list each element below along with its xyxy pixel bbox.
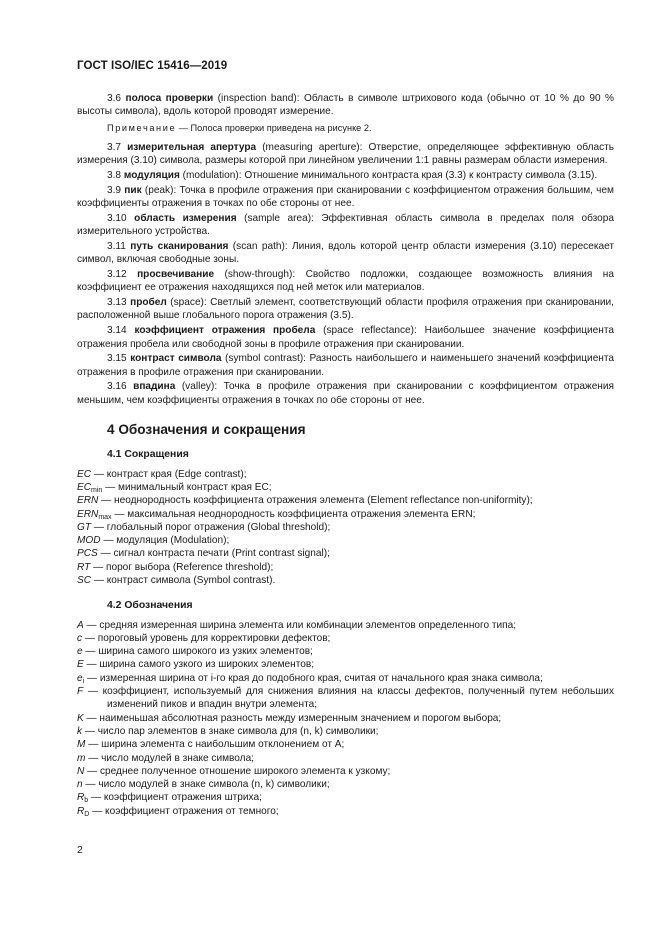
- term-text: Наибольшее значение коэффициента отражения пробела или свободной зоны в профиле отражения при сканировании.: [77, 325, 614, 350]
- subsection-heading-abbreviations: 4.1 Сокращения: [107, 449, 189, 461]
- term-english: (symbol contrast):: [225, 353, 306, 365]
- item-text: — пороговый уровень для корректировки дефектов;: [82, 632, 331, 644]
- item-subscript: min: [91, 486, 103, 494]
- term-number: 3.8: [107, 169, 122, 181]
- term-english: (sample area):: [244, 212, 314, 224]
- item-symbol: ERN: [77, 508, 99, 520]
- item-text: — средняя измеренная ширина элемента или комбинации элементов определенного типа;: [83, 619, 517, 631]
- item-symbol: m: [77, 752, 86, 764]
- symbol-item: [77, 752, 614, 765]
- item-text: — среднее полученное отношение широкого элемента к узкому;: [84, 765, 391, 777]
- term-definition: [77, 212, 614, 239]
- item-symbol: A: [77, 619, 84, 631]
- term-definition: [77, 324, 614, 351]
- item-text: — контраст края (Edge contrast);: [91, 468, 247, 480]
- term-definition: [77, 169, 614, 182]
- page-content: [77, 92, 614, 818]
- symbol-item: [77, 685, 614, 712]
- term-english: (space):: [170, 297, 207, 309]
- symbol-item: [77, 805, 614, 818]
- term-english: (measuring aperture):: [262, 141, 363, 153]
- term-name: контраст символа: [130, 353, 222, 365]
- term-name: впадина: [133, 381, 176, 393]
- term-name: просвечивание: [137, 269, 215, 281]
- item-symbol: GT: [77, 521, 92, 533]
- term-name: модуляция: [123, 169, 180, 181]
- term-text: Точка в профиле отражения при сканировании с коэффициентом отражения меньшим, чем коэффициенты отражения в точках по обе стороны от нее.: [77, 381, 614, 406]
- term-text: Отношение минимального контраста края (3.3) к контрасту символа (3.15).: [241, 169, 598, 181]
- term-number: 3.7: [107, 141, 122, 153]
- item-text: — коэффициент отражения штриха;: [88, 792, 262, 804]
- term-english: (peak):: [144, 184, 177, 196]
- term-definition: [77, 380, 614, 407]
- term-name: коэффициент отражения пробела: [134, 325, 316, 337]
- item-text: — максимальная неоднородность коэффициента отражения элемента ERN;: [111, 508, 476, 520]
- term-english: (scan path):: [232, 240, 288, 252]
- term-number: 3.16: [107, 381, 127, 393]
- item-symbol: e: [77, 646, 83, 658]
- section-heading: 4 Обозначения и сокращения: [107, 422, 306, 438]
- term-definition: [77, 296, 614, 323]
- term-name: измерительная апертура: [127, 141, 257, 153]
- term-number: 3.6: [107, 93, 122, 104]
- term-definition: [77, 141, 614, 168]
- term-definition: [77, 352, 614, 379]
- term-number: 3.13: [107, 297, 127, 309]
- term-number: 3.9: [107, 184, 122, 196]
- term-english: (show-through):: [224, 269, 296, 281]
- item-subscript: max: [98, 513, 112, 521]
- term-text: Область в символе штрихового кода (обычно от 10 % до 90 % высоты символа), вдоль которой проводят измерение.: [77, 93, 615, 118]
- term-text: Линия, вдоль которой центр области измерения (3.10) пересекает символ, включая свободные зоны.: [77, 240, 614, 266]
- item-symbol: EC: [77, 481, 92, 493]
- item-text: — глобальный порог отражения (Global threshold);: [91, 521, 331, 533]
- item-text: — число модулей в знаке символа (n, k) символики;: [82, 779, 330, 791]
- symbols-list: [77, 619, 614, 818]
- item-text: — порог выбора (Reference threshold);: [90, 561, 274, 573]
- term-number: 3.14: [107, 325, 127, 337]
- term-name: пик: [124, 184, 142, 196]
- abbreviation-item: [77, 521, 614, 534]
- abbreviation-item: [77, 481, 614, 494]
- item-symbol: RT: [77, 561, 91, 573]
- item-symbol: SC: [77, 575, 92, 586]
- item-text: — коэффициент, используемый для снижения влияния на классы дефектов, полученный путем небольших изменений пиков и впадин внутри элемента;: [83, 686, 614, 711]
- symbol-item: [77, 765, 614, 778]
- abbreviations-list: [77, 468, 614, 588]
- term-definition: [77, 240, 614, 267]
- item-symbol: EC: [77, 468, 92, 480]
- item-symbol: n: [77, 779, 83, 791]
- term-name: полоса проверки: [125, 93, 214, 104]
- item-text: — число пар элементов в знаке символа для (n, k) символики;: [82, 725, 379, 737]
- item-symbol: ERN: [77, 495, 99, 507]
- page-number: 2: [77, 844, 83, 856]
- term-english: (valley):: [181, 381, 218, 393]
- item-text: — сигнал контраста печати (Print contrast signal);: [97, 548, 330, 560]
- abbreviation-item: [77, 547, 614, 560]
- abbreviation-item: [77, 574, 614, 587]
- term-english: (inspection band):: [217, 93, 300, 104]
- abbreviation-item: [77, 508, 614, 521]
- symbol-item: [77, 672, 614, 685]
- item-symbol: MOD: [77, 535, 101, 547]
- item-text: — модуляция (Modulation);: [100, 535, 230, 547]
- term-text: Свойство подложки, создающее возможность влияния на коэффициент ее отражения находящихся под ней меток или материалов.: [77, 269, 614, 294]
- term-text: Эффективная область символа в пределах поля обзора измерительного устройства.: [77, 212, 615, 238]
- item-text: — ширина самого узкого из широких элементов;: [83, 659, 314, 671]
- item-text: — число модулей в знаке символа;: [85, 752, 254, 764]
- item-symbol: PCS: [77, 548, 98, 560]
- term-number: 3.15: [107, 353, 127, 365]
- term-text: Светлый элемент, соответствующий области профиля отражения при сканировании, расположенной выше глобального порога отражения (3.5).: [77, 297, 614, 322]
- term-english: (modulation):: [182, 169, 242, 181]
- symbol-item: [77, 619, 614, 632]
- item-text: — наименьшая абсолютная разность между измеренным значением и порогом выбора;: [83, 712, 502, 724]
- item-subscript: D: [84, 810, 90, 818]
- subsection-heading-symbols: 4.2 Обозначения: [107, 600, 193, 612]
- terms-list: [77, 92, 614, 407]
- term-number: 3.10: [107, 212, 127, 224]
- item-symbol: e: [77, 672, 83, 684]
- term-definition: [77, 92, 614, 119]
- item-symbol: N: [77, 765, 85, 777]
- abbreviation-item: [77, 534, 614, 547]
- note-paragraph: [77, 122, 614, 135]
- item-text: — ширина самого широкого из узких элементов;: [82, 646, 313, 658]
- term-number: 3.12: [107, 269, 127, 281]
- item-text: — коэффициент отражения от темного;: [89, 805, 279, 817]
- note-text: — Полоса проверки приведена на рисунке 2.: [176, 122, 372, 133]
- item-text: — контраст символа (Symbol contrast).: [91, 575, 276, 586]
- abbreviation-item: [77, 561, 614, 574]
- symbol-item: [77, 658, 614, 671]
- item-text: — неоднородность коэффициента отражения элемента (Element reflectance non-uniformity);: [98, 495, 533, 507]
- symbol-item: [77, 725, 614, 738]
- term-definition: [77, 184, 614, 211]
- item-subscript: i: [82, 677, 85, 685]
- term-name: пробел: [130, 297, 167, 309]
- item-symbol: R: [77, 805, 85, 817]
- term-text: Отверстие, определяющее эффективную область измерения (3.10) символа, размеры которой при линейном увеличении 1:1 равны размерам области измерения.: [77, 141, 614, 167]
- abbreviation-item: [77, 494, 614, 507]
- item-symbol: R: [77, 792, 85, 804]
- term-name: область измерения: [134, 212, 237, 224]
- abbreviation-item: [77, 468, 614, 481]
- term-number: 3.11: [107, 240, 126, 252]
- item-symbol: E: [77, 659, 84, 671]
- note-label: Примечание: [107, 122, 177, 133]
- symbol-item: [77, 778, 614, 791]
- item-symbol: c: [77, 632, 83, 644]
- symbol-item: [77, 791, 614, 804]
- item-symbol: F: [77, 686, 84, 698]
- standard-header: ГОСТ ISO/IEC 15416—2019: [77, 60, 228, 72]
- symbol-item: [77, 738, 614, 751]
- item-symbol: M: [77, 739, 86, 751]
- term-name: путь сканирования: [130, 240, 229, 252]
- symbol-item: [77, 632, 614, 645]
- item-symbol: k: [77, 725, 83, 737]
- term-english: (space reflectance):: [323, 325, 417, 337]
- term-text: Точка в профиле отражения при сканировании с коэффициентом отражения большим, чем коэффициенты отражения в точках по обе стороны от нее.: [77, 184, 614, 210]
- item-text: — минимальный контраст края EC;: [102, 481, 272, 493]
- item-text: — ширина элемента с наибольшим отклонением от A;: [85, 739, 345, 751]
- item-symbol: K: [77, 712, 84, 724]
- item-subscript: b: [84, 797, 89, 805]
- symbol-item: [77, 645, 614, 658]
- term-text: Разность наибольшего и наименьшего значений коэффициента отражения в профиле отражения при сканировании.: [77, 353, 615, 378]
- symbol-item: [77, 712, 614, 725]
- item-text: — измеренная ширина от i-го края до подобного края, считая от начального края знака символа;: [84, 672, 543, 684]
- term-definition: [77, 268, 614, 295]
